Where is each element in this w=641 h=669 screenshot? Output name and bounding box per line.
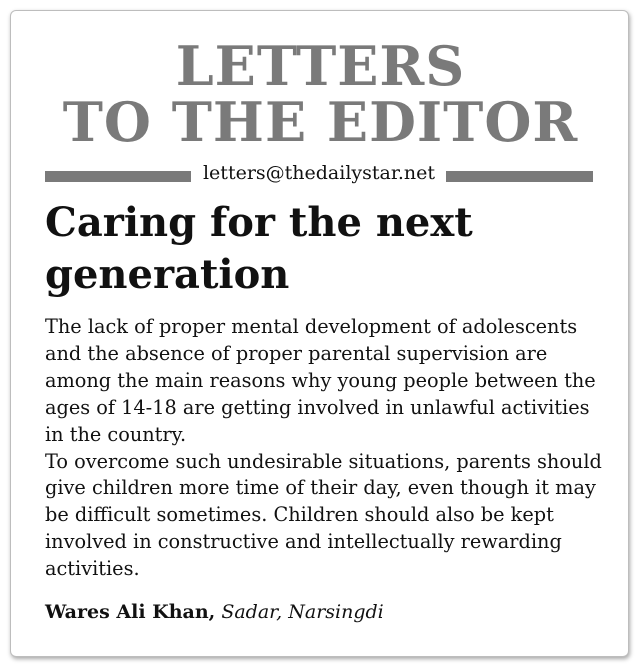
letter-byline [45, 598, 605, 626]
editor-email: letters@thedailystar.net [202, 162, 436, 184]
headline-line2: generation [45, 251, 290, 298]
masthead-rule-right [446, 171, 593, 182]
headline-line1: Caring for the next [45, 199, 473, 246]
masthead-title-line2: TO THE EDITOR [62, 90, 579, 154]
byline-author: Wares Ali Khan, [45, 601, 216, 623]
letter-paragraph-2: To overcome such undesirable situations, parents should give children more time of their day, even though it may be difficult sometimes. Children should also be kept involved in constructive and intellectually rewarding activities. [45, 449, 602, 581]
masthead-rule-left [45, 171, 191, 182]
letter-paragraph-1: The lack of proper mental development of adolescents and the absence of proper parental supervision are among the main reasons why young people between the ages of 14-18 are getting involved in unlawful activities in the country. [45, 315, 596, 446]
byline-location: Sadar, Narsingdi [221, 601, 384, 623]
letter-headline [45, 197, 605, 301]
masthead-title-line1: LETTERS [175, 34, 466, 98]
letter-body [45, 314, 605, 583]
